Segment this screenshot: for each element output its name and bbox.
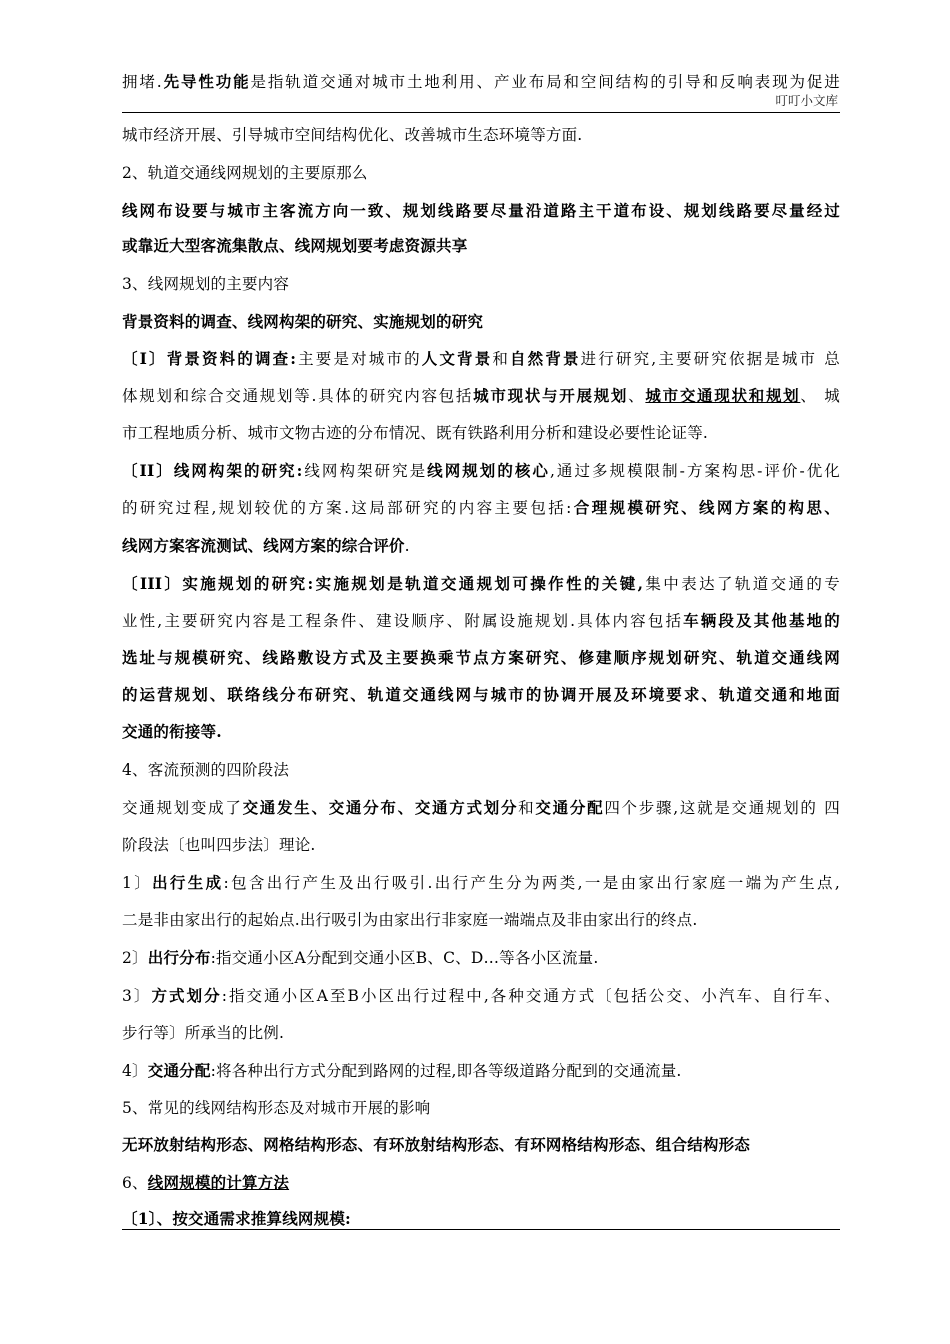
text-segment: 2〕 — [122, 949, 148, 967]
text-segment: 线网构架研究是 — [302, 462, 428, 480]
text-segment: 线网规划的核心 — [427, 461, 550, 480]
text-segment: 〔II〕线网构架的研究: — [122, 461, 303, 480]
text-line — [122, 460, 840, 482]
text-segment: 〔III〕实施规划的研究:实施规划是轨道交通规划可操作性的关键, — [122, 574, 644, 593]
text-segment: 5、常见的线网结构形态及对城市开展的影响 — [122, 1099, 431, 1117]
text-line — [122, 647, 840, 669]
text-segment: :指交通小区A至B小区出行过程中,各种交通方式〔包括公交、小汽车、自行车、 — [221, 987, 840, 1005]
section-heading — [122, 273, 840, 295]
text-segment: :将各种出行方式分配到路网的过程,即各等级道路分配到的交通流量. — [210, 1062, 682, 1080]
text-segment: 市工程地质分析、城市文物古迹的分布情况、既有铁路利用分析和建设必要性论证等. — [122, 424, 709, 442]
text-segment: 3〕 — [122, 987, 152, 1005]
text-line — [122, 610, 840, 632]
text-segment: 无环放射结构形态、网格结构形态、有环放射结构形态、有环网格结构形态、组合结构形态 — [122, 1135, 751, 1154]
text-segment: 1〕 — [122, 874, 153, 892]
footer-rule — [122, 1229, 840, 1230]
text-segment: 4、客流预测的四阶段法 — [122, 761, 290, 779]
text-line — [122, 1134, 840, 1156]
text-segment: 、 — [628, 387, 646, 405]
text-segment: 交通分配 — [147, 1061, 211, 1080]
text-line — [122, 684, 840, 706]
header-rule — [122, 112, 840, 113]
text-segment: 交通发生、交通分布、交通方式划分 — [242, 798, 519, 817]
text-line — [122, 985, 840, 1007]
text-segment: 、 城 — [800, 387, 840, 405]
text-line — [122, 797, 840, 819]
text-segment: 的研究过程,规划较优的方案.这局部研究的内容主要包括: — [122, 499, 572, 517]
text-segment: 交通规划变成了 — [122, 799, 243, 817]
text-segment: 4〕 — [122, 1062, 148, 1080]
text-segment: 出行分布 — [147, 948, 211, 967]
text-line — [122, 834, 840, 856]
text-segment: 自然背景 — [510, 349, 581, 368]
text-line — [122, 235, 840, 257]
text-segment: 和 — [518, 799, 536, 817]
text-segment: 的运营规划、联络线分布研究、轨道交通线网与城市的协调开展及环境要求、轨道交通和地面 — [122, 685, 840, 704]
text-segment: 拥堵. — [122, 73, 162, 91]
header-watermark: 叮叮小文库 — [775, 93, 838, 108]
text-segment: 选址与规模研究、线路敷设方式及主要换乘节点方案研究、修建顺序规划研究、轨道交通线网 — [122, 648, 840, 667]
text-segment: 步行等〕所承当的比例. — [122, 1024, 285, 1042]
text-line — [122, 385, 840, 407]
text-line — [122, 124, 840, 146]
text-line — [122, 200, 840, 222]
text-segment: 体规划和综合交通规划等.具体的研究内容包括 — [122, 387, 474, 405]
text-segment: 城市现状与开展规划 — [473, 386, 629, 405]
text-segment: :指交通小区A分配到交通小区B、C、D…等各小区流量. — [210, 949, 599, 967]
sub-heading — [122, 1208, 840, 1230]
text-line — [122, 872, 840, 894]
text-segment: 交通的衔接等. — [122, 722, 222, 741]
text-segment: 3、线网规划的主要内容 — [122, 275, 290, 293]
text-line — [122, 348, 840, 370]
text-line — [122, 947, 840, 969]
text-line — [122, 573, 840, 595]
text-segment: 交通分配 — [535, 798, 605, 817]
text-segment: . — [404, 537, 410, 555]
text-segment: 线网方案客流测试、线网方案的综合评价 — [122, 536, 405, 555]
text-segment: 〔I〕背景资料的调查: — [122, 349, 297, 368]
text-line — [122, 497, 840, 519]
text-line — [122, 311, 840, 333]
text-segment: 阶段法〔也叫四步法〕理论. — [122, 836, 316, 854]
text-line — [122, 1060, 840, 1082]
text-segment: 6、 — [122, 1174, 148, 1192]
section-heading — [122, 759, 840, 781]
text-line — [122, 721, 840, 743]
text-segment: 方式划分 — [151, 986, 222, 1005]
text-line — [122, 422, 840, 444]
text-segment: 线网规模的计算方法 — [147, 1173, 290, 1192]
text-line — [122, 535, 840, 557]
section-heading — [122, 162, 840, 184]
text-segment: 和 — [492, 350, 511, 368]
text-segment: 集中表达了轨道交通的专 — [643, 575, 841, 593]
text-segment: 合理规模研究、线网方案的构思、 — [571, 498, 840, 517]
text-segment: 二是非由家出行的起始点.出行吸引为由家出行非家庭一端端点及非由家出行的终点. — [122, 911, 698, 929]
text-segment: 车辆段及其他基地的 — [683, 611, 840, 630]
text-segment: 四个步骤,这就是交通规划的 四 — [604, 799, 841, 817]
text-line — [122, 71, 840, 93]
text-segment: 城市交通现状和规划 — [645, 386, 801, 405]
text-segment: 背景资料的调查、线网构架的研究、实施规划的研究 — [122, 312, 484, 331]
text-segment: 2、轨道交通线网规划的主要原那么 — [122, 164, 368, 182]
section-heading — [122, 1172, 840, 1194]
text-segment: 人文背景 — [421, 349, 493, 368]
text-segment: 线网布设要与城市主客流方向一致、规划线路要尽量沿道路主干道布设、规划线路要尽量经过 — [122, 201, 840, 220]
text-line — [122, 909, 840, 931]
text-segment: 是指轨道交通对城市土地利用、产业布局和空间结构的引导和反响表现为促进 — [250, 73, 840, 91]
text-line — [122, 1022, 840, 1044]
text-segment: 〔1〕、按交通需求推算线网规模: — [122, 1209, 351, 1228]
text-segment: 或靠近大型客流集散点、线网规划要考虑资源共享 — [122, 236, 468, 255]
text-segment: :包含出行产生及出行吸引.出行产生分为两类,一是由家出行家庭一端为产生点, — [223, 874, 840, 892]
text-segment: 出行生成 — [152, 873, 224, 892]
text-segment: 先导性功能 — [161, 72, 251, 91]
text-segment: ,通过多规模限制-方案构思-评价-优化 — [549, 462, 840, 480]
text-segment: 业性,主要研究内容是工程条件、建设顺序、附属设施规划.具体内容包括 — [122, 612, 684, 630]
text-segment: 进行研究,主要研究依据是城市 总 — [580, 350, 840, 368]
section-heading — [122, 1097, 840, 1119]
text-segment: 城市经济开展、引导城市空间结构优化、改善城市生态环境等方面. — [122, 126, 583, 144]
text-segment: 主要是对城市的 — [296, 350, 422, 368]
